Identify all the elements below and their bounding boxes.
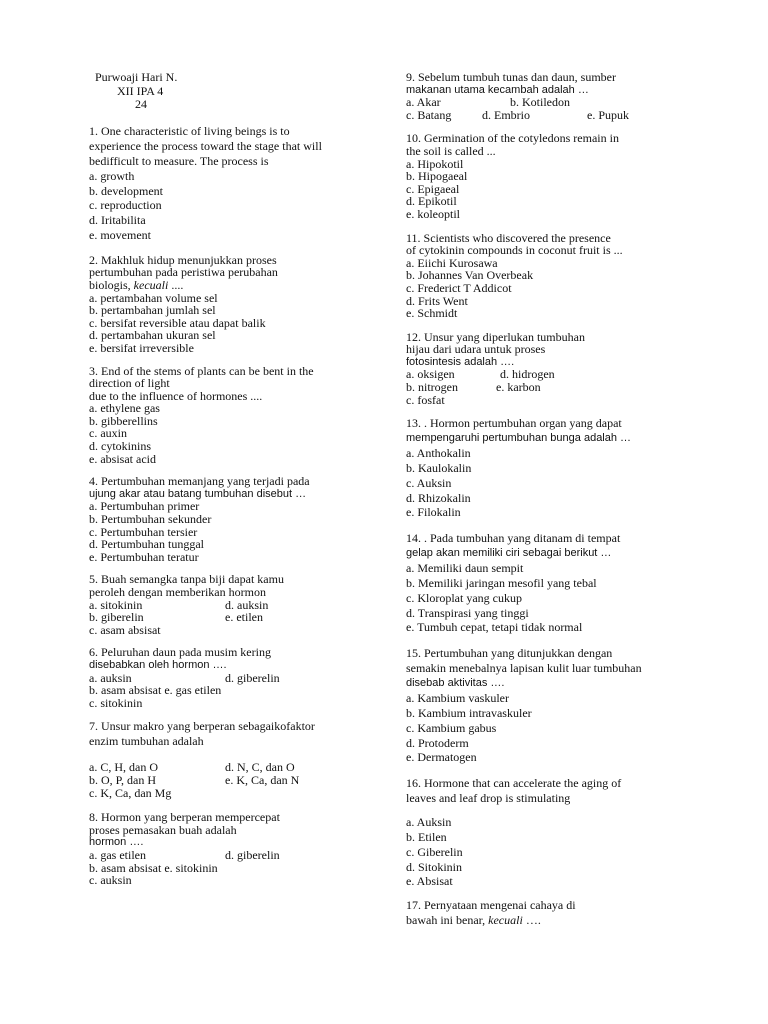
- option-d: d. Embrio: [482, 107, 530, 122]
- option-b: b. development: [89, 183, 163, 198]
- option-c: c. Frederict T Addicot: [406, 280, 512, 295]
- question-13: [406, 416, 696, 520]
- option-d: d. Epikotil: [406, 194, 457, 209]
- stem-ellipsis: ….: [522, 913, 541, 928]
- question-15: [406, 646, 696, 765]
- option-d: d. Sitokinin: [406, 859, 463, 874]
- option-b: b. nitrogen: [406, 380, 458, 395]
- option-e: e. movement: [89, 227, 151, 242]
- question-stem-line: ujung akar atau batang tumbuhan disebut …: [89, 487, 307, 500]
- option-b: b. pertambahan jumlah sel: [89, 303, 216, 318]
- stem-emphasis: kecuali: [133, 277, 169, 292]
- option-a: a. Pertumbuhan primer: [89, 499, 200, 514]
- option-c: c. Pertumbuhan tersier: [89, 524, 198, 539]
- option-b: b. Hipogaeal: [406, 169, 468, 184]
- question-stem-line: disebabkan oleh hormon ….: [89, 658, 227, 671]
- question-stem-line: 9. Sebelum tumbuh tunas dan daun, sumber: [406, 70, 616, 84]
- option-b: b. Etilen: [406, 830, 447, 844]
- question-4: [89, 475, 389, 563]
- option-d: d. giberelin: [225, 847, 280, 862]
- option-a: a. sitokinin: [89, 597, 143, 612]
- question-stem-line: direction of light: [89, 376, 170, 391]
- option-c: c. K, Ca, dan Mg: [89, 785, 172, 800]
- option-e: e. Tumbuh cepat, tetapi tidak normal: [406, 620, 583, 635]
- option-e: e. Dermatogen: [406, 750, 477, 765]
- option-b: b. O, P, dan H: [89, 772, 157, 787]
- left-column: [89, 71, 389, 897]
- option-c: c. Batang: [406, 107, 452, 122]
- student-number: 24: [135, 97, 147, 112]
- question-8: [89, 811, 389, 887]
- question-stem-line: 8. Hormon yang berperan mempercepat: [89, 810, 280, 825]
- option-c: c. bersifat reversible atau dapat balik: [89, 315, 266, 330]
- question-14: [406, 531, 696, 635]
- option-c: c. Auksin: [406, 475, 452, 490]
- option-c: c. Giberelin: [406, 844, 463, 859]
- option-b: b. Pertumbuhan sekunder: [89, 512, 212, 527]
- option-c: c. Epigaeal: [406, 181, 460, 196]
- option-c: c. Kambium gabus: [406, 720, 497, 735]
- question-stem-line: 4. Pertumbuhan memanjang yang terjadi pada: [89, 474, 310, 489]
- option-c: c. reproduction: [89, 198, 162, 213]
- question-stem-line: [406, 913, 696, 928]
- option-a: a. oksigen: [406, 367, 455, 382]
- option-e: e. Absisat: [406, 874, 453, 889]
- question-stem-line: 12. Unsur yang diperlukan tumbuhan: [406, 329, 585, 344]
- option-e: e. Pertumbuhan teratur: [89, 549, 199, 564]
- student-header: [89, 71, 389, 111]
- option-e: e. Filokalin: [406, 505, 461, 520]
- option-d: d. auksin: [225, 597, 269, 612]
- stem-text: biologis,: [89, 277, 134, 292]
- question-stem-line: 14. . Pada tumbuhan yang ditanam di tempat: [406, 531, 621, 546]
- option-a: a. Akar: [406, 95, 441, 110]
- question-1: [89, 124, 389, 243]
- option-e: e. etilen: [225, 610, 263, 625]
- option-d: d. pertambahan ukuran sel: [89, 328, 216, 343]
- option-a: a. gas etilen: [89, 847, 146, 862]
- question-stem-line: 10. Germination of the cotyledons remain in: [406, 131, 619, 146]
- option-a: a. C, H, dan O: [89, 760, 158, 775]
- question-3: [89, 365, 389, 466]
- option-d: d. Transpirasi yang tinggi: [406, 605, 529, 620]
- option-e: e. K, Ca, dan N: [225, 772, 300, 787]
- option-a: a. Anthokalin: [406, 446, 471, 461]
- option-e: e. karbon: [496, 380, 541, 395]
- question-stem-line: 16. Hormone that can accelerate the aging of: [406, 776, 622, 791]
- question-stem-line: due to the influence of hormones ....: [89, 388, 263, 403]
- option-a: a. pertambahan volume sel: [89, 290, 218, 305]
- option-a: a. Eiichi Kurosawa: [406, 255, 498, 270]
- option-d: d. Pertumbuhan tunggal: [89, 537, 204, 552]
- option-e: e. Pupuk: [587, 107, 629, 122]
- question-stem-line: makanan utama kecambah adalah …: [406, 83, 589, 96]
- student-class: XII IPA 4: [117, 83, 164, 98]
- option-b: b. Kaulokalin: [406, 461, 472, 476]
- option-a: a. ethylene gas: [89, 401, 160, 416]
- question-stem-line: 3. End of the stems of plants can be bent in the: [89, 363, 314, 378]
- option-d: d. giberelin: [225, 670, 280, 685]
- question-stem-line: 17. Pernyataan mengenai cahaya di: [406, 898, 576, 913]
- option-d: d. Rhizokalin: [406, 490, 471, 505]
- question-stem-line: gelap akan memiliki ciri sebagai berikut …: [406, 547, 612, 560]
- question-stem-line: mempengaruhi pertumbuhan bunga adalah …: [406, 432, 632, 445]
- option-b: b. gibberellins: [89, 413, 158, 428]
- option-c: c. Kloroplat yang cukup: [406, 590, 522, 605]
- option-c: c. asam absisat: [89, 622, 161, 637]
- question-stem-line: hijau dari udara untuk proses: [406, 342, 546, 357]
- question-2: [89, 254, 389, 355]
- question-6: [89, 646, 389, 709]
- option-a: a. Memiliki daun sempit: [406, 561, 524, 576]
- option-a: a. growth: [89, 168, 135, 183]
- question-stem-line: 15. Pertumbuhan yang ditunjukkan dengan: [406, 646, 613, 661]
- question-stem-line: 6. Peluruhan daun pada musim kering: [89, 645, 271, 660]
- question-stem-line: the soil is called ...: [406, 143, 496, 158]
- question-stem-line: 1. One characteristic of living beings is to: [89, 123, 290, 138]
- stem-ellipsis: ....: [168, 277, 184, 292]
- option-b: b. giberelin: [89, 610, 144, 625]
- option-c: c. auxin: [89, 426, 127, 441]
- option-e: e. bersifat irreversible: [89, 340, 194, 355]
- question-12: [406, 331, 696, 407]
- question-stem-line: fotosintesis adalah ….: [406, 355, 515, 368]
- question-stem-line: peroleh dengan memberikan hormon: [89, 585, 266, 600]
- option-b: b. Kambium intravaskuler: [406, 706, 532, 721]
- question-stem-line: of cytokinin compounds in coconut fruit is ...: [406, 243, 623, 258]
- stem-text: bawah ini benar,: [406, 913, 489, 928]
- question-stem-line: pertumbuhan pada peristiwa perubahan: [89, 265, 278, 280]
- right-column: [406, 71, 696, 938]
- question-stem-line: [89, 279, 389, 292]
- option-b: b. Kotiledon: [510, 95, 570, 110]
- question-11: [406, 232, 696, 320]
- option-c: c. auksin: [89, 873, 132, 888]
- question-5: [89, 573, 389, 636]
- option-a: a. auksin: [89, 670, 132, 685]
- student-name: Purwoaji Hari N.: [95, 70, 178, 84]
- option-b: b. Johannes Van Overbeak: [406, 268, 534, 283]
- option-c: c. fosfat: [406, 392, 445, 407]
- option-e: e. koleoptil: [406, 206, 460, 221]
- option-d: d. hidrogen: [500, 367, 555, 382]
- question-stem-line: bedifficult to measure. The process is: [89, 153, 269, 168]
- option-a: a. Kambium vaskuler: [406, 691, 509, 706]
- question-stem-line: enzim tumbuhan adalah: [89, 734, 204, 749]
- question-stem-line: 5. Buah semangka tanpa biji dapat kamu: [89, 572, 284, 587]
- stem-emphasis: kecuali: [488, 913, 523, 928]
- option-b-e: b. asam absisat e. sitokinin: [89, 860, 218, 875]
- question-stem-line: disebab aktivitas ….: [406, 677, 505, 690]
- question-7: [89, 719, 389, 799]
- question-stem-line: experience the process toward the stage that will: [89, 138, 322, 153]
- option-e: e. Schmidt: [406, 306, 458, 321]
- question-stem-line: 13. . Hormon pertumbuhan organ yang dapat: [406, 416, 622, 431]
- option-c: c. sitokinin: [89, 695, 143, 710]
- question-17: [406, 898, 696, 928]
- question-stem-line: 2. Makhluk hidup menunjukkan proses: [89, 252, 277, 267]
- option-d: d. Iritabilita: [89, 213, 146, 228]
- question-stem-line: leaves and leaf drop is stimulating: [406, 791, 571, 806]
- option-b: b. Memiliki jaringan mesofil yang tebal: [406, 576, 597, 591]
- question-stem-line: 7. Unsur makro yang berperan sebagaikofaktor: [89, 719, 315, 734]
- option-a: a. Hipokotil: [406, 156, 464, 171]
- option-d: d. N, C, dan O: [225, 760, 295, 775]
- option-d: d. Protoderm: [406, 735, 469, 750]
- option-b-e: b. asam absisat e. gas etilen: [89, 683, 222, 698]
- question-stem-line: semakin menebalnya lapisan kulit luar tumbuhan: [406, 661, 642, 676]
- option-d: d. cytokinins: [89, 439, 151, 454]
- question-stem-line: 11. Scientists who discovered the presence: [406, 230, 611, 245]
- question-10: [406, 132, 696, 220]
- question-stem-line: hormon ….: [89, 836, 144, 849]
- option-e: e. absisat acid: [89, 451, 156, 466]
- question-16: [406, 776, 696, 889]
- question-9: [406, 71, 696, 121]
- option-d: d. Frits Went: [406, 293, 468, 308]
- option-a: a. Auksin: [406, 815, 452, 830]
- question-stem-line: proses pemasakan buah adalah: [89, 822, 237, 837]
